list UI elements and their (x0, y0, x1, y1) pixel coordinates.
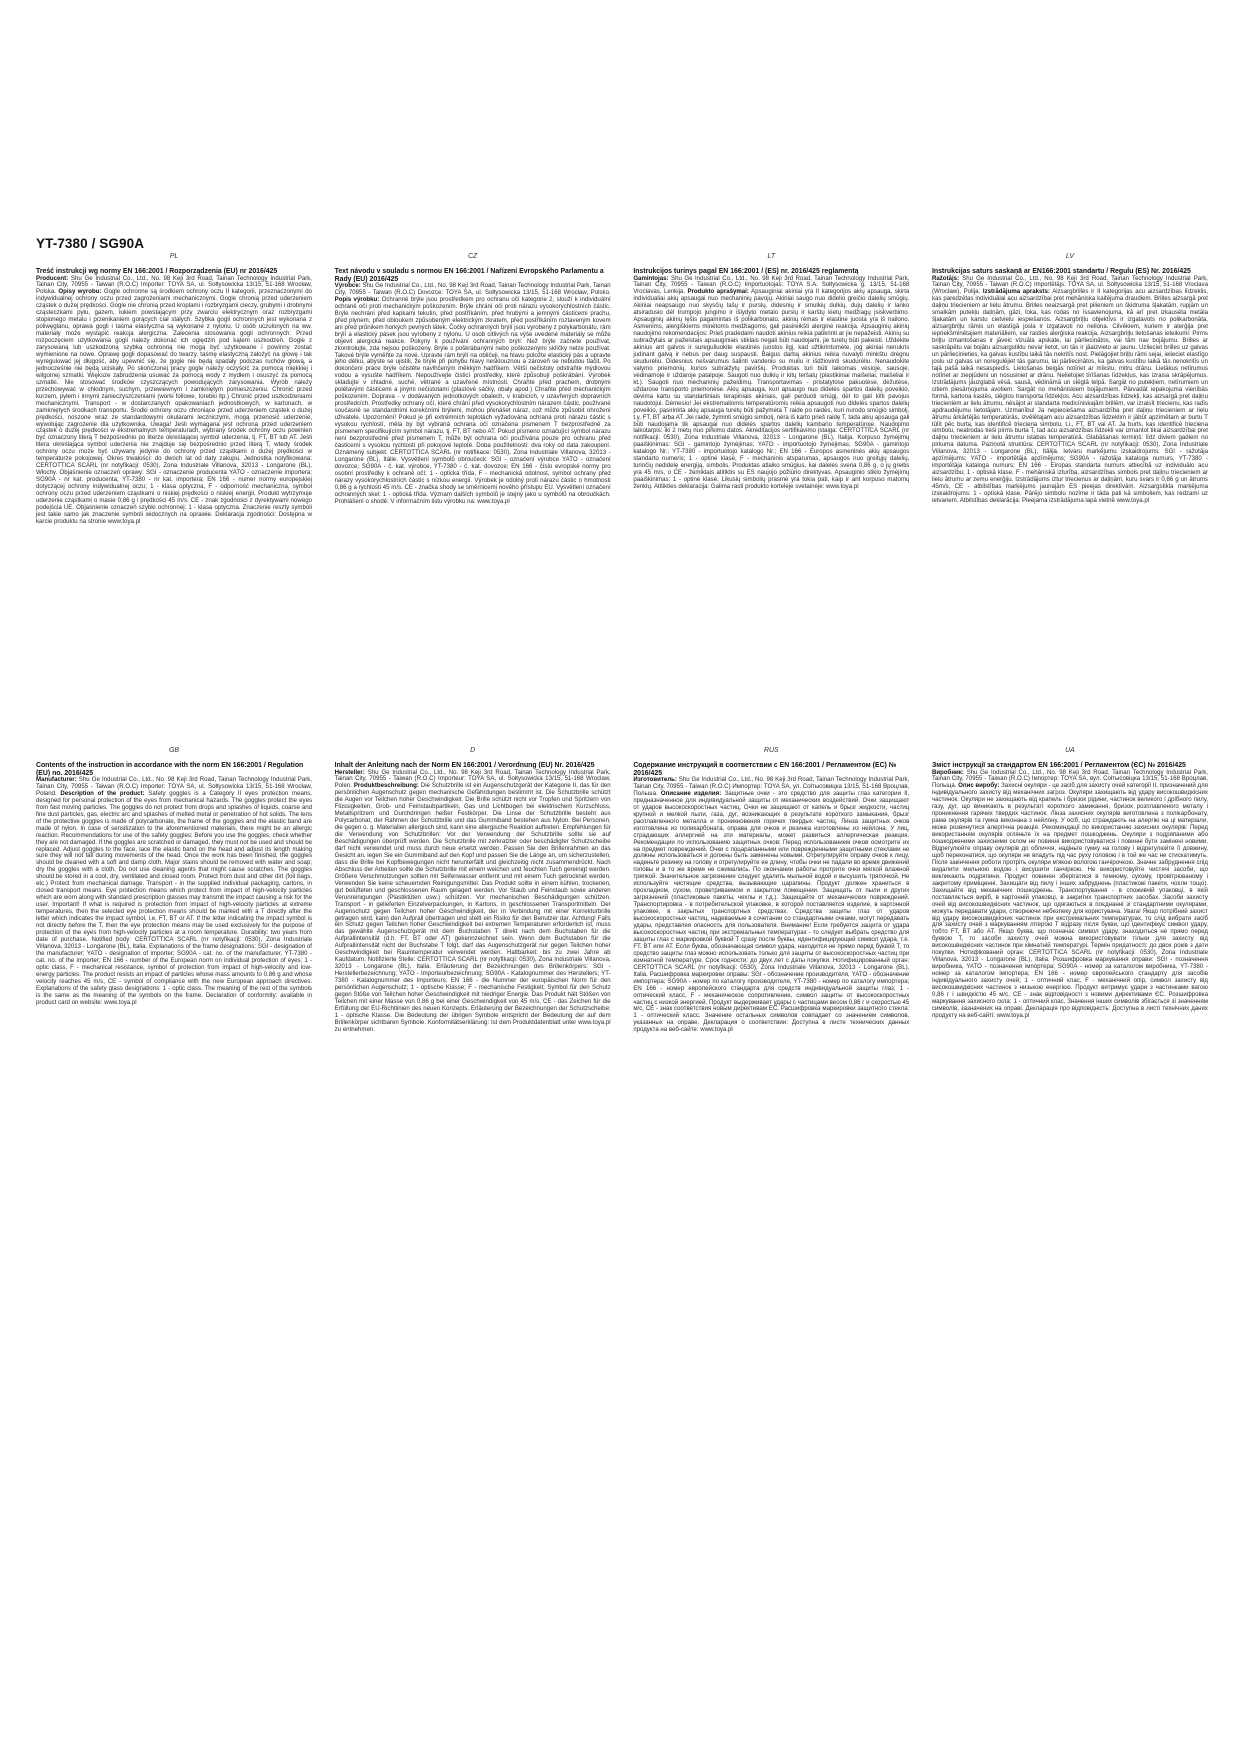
section-rus (633, 746, 909, 1034)
section-body (335, 283, 611, 506)
section-body (335, 770, 611, 1034)
language-code: GB (168, 747, 180, 754)
description-text: Ochranné brýle jsou prostředkem pro ochranu očí kategorie 2, slouží k individuální ochraně očí proti mechanickým poškozením. Brýle chrání oči proti nárazu vysokorychlostních částic. Brýle nechrání před kapkami tekutin, před postříkáním, před hrubými a jemnými částicemi prachu, před plynem, před obloukem způsobeným elektrickým zkratem, před postříkáním roztaveným kovem ani před průnikem horkých pevných látek. Čočky ochranných brýlí jsou vyrobeny z polykarbonátu, rám brýlí a elastický pásek jsou vyrobeny z nylonu. U osob citlivých na výše uvedené materiály se může objevit alergická reakce. Pokyny k používání ochranných brýlí: Než brýle začnete používat, zkontrolujte, zda nejsou poškozeny. Brýle s poškrábanými nebo poškozenými sklíčky nelze používat. Takové brýle vyměňte za nové. Upravte rám brýlí na obličeji, na hlavu položte elastický pás a upravte jeho délku, abyste se ujistili, že brýle při pohybu hlavy nesklouznou a zároveň se nebudou tlačit. Po dokončení práce brýle očistěte navlhčeným měkkým hadříkem. Větší nečistoty odstraňte mýdlovou vodou a vysušte hadříkem. Nepoužívejte čisticí prostředky, které způsobují poškrábání. Výrobek skladujte v chladné, suché, větrané a uzavřené místnosti. Chraňte před prachem, drobnými polétavými částicemi a jinými nečistotami (plastové sáčky, obaly apod.) Chraňte před mechanickým poškozením. Doprava - v dodávaných jednotkových obalech, v krabicích, v uzavřených dopravních prostředcích. Prostředky ochrany očí, které chrání před vysokorychlostním nárazem částic, používané současně se standardními korekčními brýlemi, mohou přenášet náraz, což může způsobit ohrožení uživatele. Upozornění! Pokud je při extrémních teplotách vyžadována ochrana proti nárazu částic s vysokou rychlostí, měla by být vybraná ochrana očí označena písmenem T bezprostředně za písmenem specifikujícím symbol nárazu, tj. FT, BT nebo AT. Pokud písmeno označující symbol nárazu není bezprostředně před písmenem T, může být ochrana očí používána pouze pro ochranu před částicemi s vysokou rychlostí při pokojové teplotě. Doba použitelnosti: dva roky od data zakoupení. Oznámený subjekt: CERTOTTICA SCARL (nr notifikace: 0530), Zona Industriale Villanova, 32013 - Longarone (BL), Itálie. Vysvětlení symbolů obroučeck: SGI - označení výrobce YATO - označení dovozce; SG90A - č. kat. výrobce, YT-7380 - č. kat. dovozce; EN 166 - číslo evropské normy pro osobní prostředky k ochraně očí; 1 - optická třída, F - mechanická odolnost, symbol ochrany před nárazy vysokorychlostních částic s nízkou energií. Výrobek je odolný proti nárazu částic o hmotnosti 0,86 g a rychlosti 45 m/s. CE - značka shody se směrnicemi nového přístupu EU. Vysvětlení označení ochranných skel: 1 - optická třída. Význam dalších symbolů je stejný jako u symbolů na obroučkách. Prohlášení o shodě: V informačním listu výrobku na: www.toya.pl (334, 295, 611, 505)
bottom-row (36, 746, 1208, 1034)
document-title: YT-7380 / SG90A (36, 236, 145, 251)
description-label: Produkto aprašymai: (687, 288, 749, 296)
language-code: LT (767, 253, 776, 260)
section-body (633, 276, 909, 492)
description-label: Description of the product: (60, 789, 145, 797)
language-code: RUS (763, 747, 779, 754)
producer-label: Hersteller: (334, 768, 365, 776)
section-body (932, 276, 1208, 505)
producer-text: Shu Ge Industrial Co., Ltd., No. 98 Keji 3rd Road, Tainan Technology Industrial Park, Tainan City, 70955 - Taiwan (R.O.C) Importuotojas: TOYA S.A. Sołtysowicka g. 13/15, 51-168 Vroclavas, Lenkija. (633, 274, 910, 296)
description-text: Gogle ochronne są środkiem ochrony oczu II kategorii, przeznaczonymi do indywidualnej ochrony oczu przed zagrożeniami mechanicznymi. Gogle chronią przed uderzeniem cząstek o dużej prędkości. Gogle nie chronią przed kroplami i rozbryzgami cieczy, grubymi i drobnymi cząsteczkami pyłu, gazem, łukiem powstającym przy zwarciu elektrycznym oraz rozbryzgami stopionego metalu i przenikaniem gorących ciał stałych. Szybka gogli ochronnych jest wykonana z poliwęglanu, oprawa gogli i taśma elastyczna są wykonane z nylonu. U osób uczulonych na ww. materiały może wystąpić reakcja alergiczna. Zalecenia stosowania gogli ochronnych: Przed rozpoczęciem użytkowania gogli należy dokonać ich oględzin pod kątem uszkodzeń. Gogle z zarysowaną lub uszkodzoną szybką ochronną nie mogą być użytkowane i powinny zostać wymienione na nowe. Oprawę gogli dopasować do twarzy, taśmę elastyczną założyć na głowę i tak wyregulować jej długość, aby upewnić się, że gogle nie będą spadały podczas ruchów głową, a jednocześnie nie będą uciskały. Po skończonej pracy gogle należy oczyścić za pomocą miękkiej i wilgotnej szmatki. Większe zabrudzenia usuwać za pomocą wody z mydłem i osuszyć za pomocą szmatki. Nie stosować środków czyszczących powodujących zarysowania. Wyrób należy przechowywać w chłodnym, suchym, przewiewnym i zamkniętym pomieszczeniu. Chronić przed kurzem, pyłem i innymi zanieczyszczeniami (worki foliowe, torebki itp.) Chronić przed uszkodzeniami mechanicznymi. Transport - w dostarczanych opakowaniach jednostkowych, w kartonach, w zamkniętych środkach transportu. Środki ochrony oczu chroniące przed uderzeniem cząstek o dużej prędkości, noszone wraz ze standardowymi okularami leczniczymi, mogą przenosić uderzenie, wywołując zagrożenie dla użytkownika. Uwaga! Jeśli wymagana jest ochrona przed uderzeniem cząstek o dużej prędkości w ekstremalnych temperaturach, wybrany środek ochrony oczu powinien być oznaczony literą T bezpośrednio po literze określającej symbol uderzenia, tj. FT, BT lub AT. Jeśli litera określająca symbol uderzenia nie znajduje się bezpośrednio przed literą T, wtedy środek ochrony oczu może być używany jedynie do ochrony przed cząstkami o dużej prędkości w temperaturze pokojowej. Okres trwałości: do dwóch lat od daty zakupu. Jednostka notyfikowana: CERTOTTICA SCARL (nr notyfikacji: 0530), Zona Industriale Villanova, 32013 - Longarone (BL), Włochy. Objaśnienie oznaczeń oprawy: SGI - oznaczenie producenta YATO - oznaczenie importera; SG90A - nr kat. producenta, YT-7380 - nr kat. importera; EN 166 - numer normy europejskiej dotyczącej ochrony indywidualnej oczu; 1 - klasa optyczna, F - odporność mechaniczna, symbol ochrony oczu przed uderzeniem cząstkami o niskiej prędkości o niskiej energii. Produkt wytrzymuje uderzenie cząstkami o masie 0,86 g i prędkości 45 m/s. CE - znak zgodności z dyrektywami nowego podejścia UE. Objaśnienie oznaczeń szybki ochronnej: 1 - klasa optyczna. Znaczenie reszty symboli jest takie samo jak znaczenie symboli widocznych na oprawie. Deklaracja zgodności: Dostępna w karcie produktu na stronie www.toya.pl (36, 288, 312, 525)
language-code: PL (169, 253, 179, 260)
section-body (36, 276, 312, 526)
description-label: Opisy wyrobu: (58, 288, 102, 296)
section-title: Text návodu v souladu s normou EN 166:2001 / Nařízení Evropského Parlamentu a Rady (EU) 2016/425 (334, 268, 604, 283)
section-d (335, 746, 611, 1034)
description-label: Описание изделия: (660, 789, 722, 797)
producer-label: Виробник: (931, 768, 964, 776)
section-title: Contents of the instruction in accordance with the norm EN 166:2001 / Regulation (EU) no. 2016/425 (36, 762, 304, 777)
description-text: Apsauginiai akiniai yra II kategorijos akių apsauga, skirta individualiai akių apsaugai nuo mechaninių pavojų. Akiniai saugo nuo didelio greičio dalelių smūgių. Akiniai neapsaugo nuo skysčių lašų ir purslų, didesnių ir smulkių dulkių, dujų dalelių ir lanko atsiradusio dėl trumpojo jungimo ir išlydyto metalo purslų ir karštų kietų medžiagų įsiskverbimo. Apsauginių akinių lęšis pagamintas iš polikarbonato, akinių rėmas ir elastinė juosta yra iš nailono. Asmenims, alergiškiems minėtoms medžiagoms, gali pasireikšti alerginė reakcija. Apsauginių akinių naudojimo rekomendacijos: Prieš pradėdami naudoti akinius reikia patikrinti ar jie nepažeisti. Akinių su subraižytais ar pažeistais apsauginiais stiklais negali būti naudojami, jie turėtų būti pakeisti. Uždėkite akinius ant galvos ir sureguliuokite elastinės juostos ilgį, kad užtikrintumėte, jog akiniai nenukris judinant galvą ir nebus per daug suspausti. Baigus darbą akinius reikia nuvalyti minkštu drėgnu skudurėliu. Didesnius nešvarumus šalinti vandeniu su muilu ir išdžiovinti skudurėliu. Nenaudokite valymo priemonių, kurios subraižytų paviršių. Produktas turi būti laikomas vėsioje, sausoje, vėdinamoje ir uždaroje patalpoje. Saugoti nuo dulkių ir kitų teršalų (plastikiniai maišeliai, maišeliai ir kt.). Saugoti nuo mechaninių pažeidimų. Transportavimas - pristatytose pakuotėse, dėžutėse, uždarose transporto priemonėse. Akių apsauga, kuri apsaugo nuo didelės spartos dalelių poveikio, dėvima kartu su standartiniais terapiniais akiniais, gali perduoti smūgį, dėl to gali kilti pavojus naudotojui. Dėmesio! Jei ekstremaliomis temperatūromis reikia apsaugoti nuo didelės spartos dalelių poveikio, pasirinkta akių apsauga turėtų būti pažymėta T raide po raidės, kuri nurodo smūgio simbolį, t.y. FT, BT arba AT. Jei raidė, žyminti smūgio simbolį, nėra iš karto prieš raidę T, tada akių apsauga gali būti naudojama tik apsaugai nuo didelės spartos dalelių kambario temperatūroje. Naudojimo laikotarpis: iki 2 metų nuo pirkimo datos. Akreditacijos sertifikavimo įstaiga: CERTOTTICA SCARL (nr notifikacji: 0530), Zona Industriale Villanova, 32013 - Longarone (BL), Italija. Korpuso žymėjimų paaiškinimas: SGI - gamintojo žymėjimas; YATO - importuotojo žymėjimas; SG90A - gamintojo katalogo Nr.; YT-7380 - importuotojo katalogo Nr.; EN 166 - Europos asmeninės akių apsaugos standarto numeris; 1 - optinė klasė, F - mechaninis atsparumas, apsaugos nuo greitųjų dalelių, turinčių nedidelę energiją, simbolis. Produktas atlaiko smūgius, kai dalelės sveria 0,86 g, o jų greitis yra 45 m/s, o CE - žemiklais atitiktis su ES naujojo požiūrio direktyvas. Apsauginio stiklo žymėjimų paaiškinimas: 1 - optinė klasė. Likusių simbolių prasmė yra tokia pati, kaip ir ant korpuso matomų ženklų. Atitikties deklaracija: Galima rasti produkto kortelėje svetainėje: www.toya.pl (633, 288, 910, 491)
language-code: UA (1065, 747, 1075, 754)
section-title: Содержание инструкций в соответствии с EN 166:2001 / Регламентом (ЕС) № 2016/425 (633, 762, 897, 777)
description-label: Produktbeschreibung: (353, 782, 419, 790)
section-title: Treść instrukcji wg normy EN 166:2001 / Rozporządzenia (EU) nr 2016/425 (36, 268, 278, 275)
producer-text: Shu Ge Industrial Co., Ltd., No. 98 Keji 3rd Road, Tainan Technology Industrial Park, Tainan City, 70955 - Taiwan (R.O.C) Importer: TOYA SA, ul. Sołtysowicka 13/15, 51-168 Wrocław, Poland. (36, 776, 312, 797)
description-text: Aizsargbrilles ir II kategorijas acu aizsardzības līdzeklis, kas paredzētas individuālai acu aizsardzībai pret mehāniska kaitējuma draudiem. Brilles aizsargā pret daļiņu triecieniem ar lielu ātrumu. Brilles neaizsargā pret pilieniem un šķidruma šļakatām, rupjām un smalkām putekļu daļiņām, gāzi, loka, kas rodas no īssavienojuma, kā arī pret izkausēta metāla šļakatām un karstu cietvielu iespiešanos. Aizsargbriļļu objektīvs ir izgatavots no polikarbonāta, aizsargbriļļu rāmis un elastīgā josla ir izgatavoti no neilona. Cilvēkiem, kuriem ir alerģija pret iepriekšminētajiem materiāliem, var rasties alerģiska reakcija. Aizsargbriļļu lietošanas ieteikumi: Pirms briļļu izmantošanas ir jāveic vizuāla apskate, lai pārliecinātos, vai tām nav bojājumu. Brilles ar saskrāpētu vai bojātu aizsargstiklu nevar lietot, un tās ir jāaizvieto ar jaunu. Uzlieciet brilles uz galvas un pārliecinieties, ka galvas kustību laikā tās nekritīs nost. Pielāgojiet briļļu rāmi sejai, ielieciet elastīgo joslu uz galvas un noregulējiet tās garumu, lai pārliecinātos, ka galvas kustību laikā tās nenokritīs un tajā pašā laikā nesaspiedīs. Lietošanas beigās notīriet ar mīkstu, mitru drānu. Lielākus netīrumus notīriet ar ziepjūdeni un nosusiniet ar drānu. Nelietojiet tīrīšanas līdzekļus, kas izraisa skrāpējumus. Izstrādājums jāuzglabā vēsā, sausā, vēdināmā un slēgtā telpā. Sargāt no putekļiem, netīrumiem un citiem piesārņojuma avotiem. Sargāt no mehāniskiem bojājumiem. Pārvadāt iepakojuma vienībās formā, kartona kastēs, slēgtos transporta līdzekļos. Acu aizsardzības līdzekļi, kas aizsargā pret daļiņu triecieniem ar lielu ātrumu, nēsājot ar standarta medicīniskajām brillēm, var izraisīt triecienu, kas radīs apdraudējumu lietotājam. Uzmanību! Ja nepieciešama aizsardzība pret daļiņu triecieniem ar lielu ātrumu ārkārtējās temperatūrās, izvēlētajam acu aizsardzības līdzeklim ir jābūt apzīmētam ar burtu T tūlīt pēc burta, kas identificē trieciena simbolu, t.i., FT, BT vai AT. Ja burts, kas identificē trieciena simbolu, neatrodas tieši pirms burta T, tad acu aizsardzības līdzekli var izmantot tikai aizsardzībai pret daļiņu triecieniem ar lielu ātrumu istabas temperatūrā. Glabāšanas termiņš: līdz diviem gadiem no pirkuma datuma. Paziņotā struktūra: CERTOTTICA SCARL (nr notyfikacji: 0530), Zona Industriale Villanova, 32013 - Longarone (BL), Itālija. Ietvaru marķējumu izskaidrojums: SGI - ražotāja apzīmējums; YATO - importētāja apzīmējums; SG90A - ražotāja kataloga numurs, YT-7380 - importētāja kataloga numurs; EN 166 - Eiropas standarta numurs attiecībā uz individuālo acu aizsardzību; 1 - optiskā klase, F - mehāniskā izturība, aizsardzības simbols pret daļiņu triecieniem ar lielu ātrumu ar zemu enerģiju. Izstrādājums iztur triecienus ar daļiņām, kuru svars ir 0,86 g un ātrums 45m/s, CE - atbilstības marķējums jaunajām ES pieejas direktīvām. Aizsargstikla marķējuma izskaidrojums: 1 - optiskā klase. Pārējo simbolu nozīme ir tāda pati kā simboliem, kas redzami uz ietvariem. Atbilstības deklarācija: Pieejama izstrādājuma lapā vietnē www.toya.pl (931, 288, 1208, 504)
section-title: Instrukcijos turinys pagal EN 166:2001 / (ES) nr. 2016/425 reglamentą (633, 268, 859, 275)
section-cz (335, 252, 611, 526)
section-body (36, 777, 312, 1006)
producer-label: Producent: (36, 274, 69, 282)
description-label: Izstrādājuma apraksts: (982, 288, 1050, 296)
producer-label: Výrobce: (334, 282, 361, 289)
producer-text: Shu Ge Industrial Co., Ltd., No. 98 Keji 3rd Road, Tainan Technology Industrial Park, Tainan City, 70955 - Taiwan (R.O.C) Імпортер: TOYA SA, вул. Сołтысовіцка 13/15, 51-168 Вроцлав, Польща. (931, 768, 1208, 790)
description-label: Popis výrobku: (334, 295, 380, 303)
producer-text: Shu Ge Industrial Co., Ltd., No. 98 Keji 3rd Road, Tainan Technology Industrial Park, Tainan City, 70955 - Taiwan (R.O.C) Importētājs: TOYA SA, ul. Sołtysowicka 13/15, 51-168 Vroclava (Wrocław), Polija. (931, 274, 1208, 296)
description-text: Захисні окуляри - це засіб для захисту очей категорії II, призначений для індивідуального захисту від механічних загроз. Окуляри захищають від удару високошвидкісних частинок. Окуляри не захищають від крапель і бризок рідини, частинок великого і дрібного пилу, газу, дуг, що виникають в результаті короткого замикання, бризок розплавленого металу і проникнення гарячих твердих частинок. Лінза захисних окулярів виготовлена з полікарбонату, рама окулярів та гумка виконана з нейлону. У осіб, що страждають на алергію на ці матеріали, може розвинутися алергічна реакція. Рекомендації по використанню захисних окулярів: Перед використанням окулярів огляньте їх на предмет пошкоджень. Окуляри з подряпаними або пошкодженими захисними склом не повинні використовуватися і повинні бути замінені новими. Відрегулюйте оправу окулярів до обличчя, надіньте гумку на голову і відрегулюйте її довжину, щоб переконатися, що окуляри не впадуть під час руху головою і в той же час не стискатимуть. Після закінчення роботи протріть окуляри м'якою вологою ганчірочкою. Значне забруднення слід видалити мильною водою і висушити ганчіркою. Не використовуйте чистячі засоби, що викликають подряпини. Продукт повинен зберігатися в темному, сухому, провітрюваному і закритому приміщенні. Захищати від пилу і інших забруднень (пластикові пакети, чохли тощо). Захищайте від механічних пошкоджень. Транспортування - в споживчій упаковці, в якій поставляється виріб, в картонній упаковці, в закритих транспортних засобах. Засоби захисту очей від високошвидкісних частинок, що одягаються в поєднанні зі стандартними окулярами, можуть передавати удари, створюючи небезпеку для користувача. Увага! Якщо потрібний захист від удару високошвидкісних частинок при екстремальних температурах, то слід вибрати засіб для захисту очей з маркуванням літерою T відразу після букви, що ідентифікує символ удару, тобто FT, BT або AT. Якщо буква, що позначає символ удару, знаходиться не прямо перед буквою T, то засоби захисту очей можна використовувати тільки для захисту від високошвидкісних частинок при кімнатній температурі. Термін придатності: до двох років з дати покупки. Нотифікований орган: CERTOTTICA SCARL (nr notyfikacji: 0530), Zona Industriale Villanova, 32013 - Longarone (BL), Italia. Розшифровка маркування оправи: SGI - позначення виробника, YATO - позначення імпортера; SG90A - номер за каталогом виробника, YT-7380 - номер за каталогом імпортера; EN 166 - номер європейського стандарту для засобів індивідуального захисту очей; 1 - оптичний клас, F - механічний опір, символ захисту від високошвидкісних частинок з низькою енергією. Продукт витримує удари з частинками вагою 0,86 г і швидкістю 45 м/с, CE - знак відповідності з новими директивами ЄС. Розшифровка маркування захисного скла: 1 - оптичний клас. Значення інших символів збігається зі значенням символів, зазначених на оправі. Декларація про відповідність: Доступна в листі технічних даних продукту на веб-сайті: www.toya.pl (931, 782, 1208, 1019)
language-code: LV (1065, 253, 1075, 260)
section-ua (932, 746, 1208, 1034)
description-text: Die Schutzbrille ist ein Augenschutzgerät der Kategorie II, das für den persönlichen Augenschutz gegen mechanische Gefährdungen bestimmt ist. Die Schutzbrille schützt die Augen vor Teilchen hoher Geschwindigkeit. Die Brille schützt nicht vor Tropfen und Spritzern von Flüssigkeiten, Grob- und Feinstaubpartikeln, Gas und Lichtbogen bei elektrischem Kurzschluss, Metallspritzern und Durchdringen heißer Festkörper. Die Linse der Schutzbrille besteht aus Polycarbonat, der Rahmen der Schutzbrille und das Gummiband bestehen aus Nylon. Bei Personen, die gegen o. g. Materialien allergisch sind, kann eine allergische Reaktion auftreten. Empfehlungen für die Verwendung von Schutzbrillen: Vor der Verwendung der Schutzbrille sollte sie auf Beschädigungen überprüft werden. Die Schutzbrille mit zerkratzter oder beschädigter Schutzscheibe darf nicht verwendet und muss durch neue ersetzt werden. Passen Sie den Brillenrahmen an das Gesicht an, legen Sie ein Gummiband auf den Kopf und passen Sie die Länge an, um sicherzustellen, dass die Brille bei Kopfbewegungen nicht herunterfällt und gleichzeitig nicht zusammendrückt. Nach Abschluss der Arbeiten sollte die Schutzbrille mit einem weichen und feuchten Tuch gereinigt werden. Größere Verschmutzungen sollten mit Seifenwasser entfernt und mit einem Tuch getrocknet werden. Verwenden Sie keine scheuernden Reinigungsmittel. Das Produkt sollte in einem kühlen, trockenen, gut belüfteten und geschlossenen Raum gelagert werden. Vor Staub und Feinstaub sowie anderen Verunreinigungen (Plastiktüten usw.) schützen. Vor mechanischen Beschädigungen schützen. Transport - in gelieferten Einzelverpackungen, in Kartons, in geschlossenen Transportmitteln. Der Augenschutz gegen Teilchen hoher Geschwindigkeit, der in Verbindung mit einer Korrekturbrille getragen wird, kann den Aufprall übertragen und stellt ein Risiko für den Benutzer dar. Achtung! Falls ein Schutz gegen Teilchen hoher Geschwindigkeit bei extremen Temperaturen erforderlich ist, muss das gewählte Augenschutzgerät mit dem Buchstaben T direkt nach dem Buchstaben für die Aufprallintensität (d.h. FT, BT oder AT) gekennzeichnet sein. Wenn dem Buchstaben für die Aufprallintensität nicht der Buchstabe T folgt, darf das Augenschutzgerät nur gegen Teilchen hoher Geschwindigkeit bei Raumtemperatur verwendet werden. Haltbarkeit: bis zu zwei Jahre ab Kaufdatum. Notifizierte Stelle: CERTOTTICA SCARL (nr notyfikacji: 0530), Zona Industriale Villanova, 32013 - Longarone (BL), Italia. Erläuterung der Bezeichnungen des Brillenkörpers: SGI - Herstellerbezeichnung; YATO - Importeurbezeichnung; SG90A - Katalognummer des Herstellers; YT-7380 - Katalognummer des Importeurs; EN 166 - die Nummer der europäischen Norm für den persönlichen Augenschutz; 1 - optische Klasse; F - mechanische Festigkeit; Symbol für den Schutz gegen Stöße von Teilchen hoher Geschwindigkeit mit niedriger Energie. Das Produkt hält Stößen von Teilchen mit einer Masse von 0,86 g bei einer Geschwindigkeit von 45 m/s, CE - das Zeichen für die Erfüllung der EU-Richtlinien des neuen Konzepts. Erläuterung der Bezeichnungen der Schutzscheibe: 1 - optische Klasse. Die Bedeutung der übrigen Symbole entspricht der Bedeutung der auf dem Brillenkörper sichtbaren Symbole. Konformitätserklärung: Ist dem Produktdatenblatt unter www.toya.pl zu entnehmen. (334, 782, 611, 1033)
producer-label: Gamintojas: (633, 274, 669, 282)
producer-label: Ražotājs: (931, 274, 960, 282)
producer-text: Shu Ge Industrial Co., Ltd., No. 98 Keji 3rd Road, Tainan Technology Industrial Park, Tainan City, 70955 - Taiwan (R.O.C) Importer: TOYA SA, ul. Sołtysowicka 13/15, 51-168 Wrocław, Polska. (36, 274, 312, 296)
section-body (932, 770, 1208, 1020)
section-title: Instrukcijas saturs saskaņā ar EN166:2001 standartu / Regulu (ES) Nr. 2016/425 (931, 268, 1191, 275)
producer-text: Shu Ge Industrial Co., Ltd., No. 98 Keji 3rd Road, Tainan Technology Industrial Park, Tainan City, 70955 - Taiwan (R.O.C) Импортер: TOYA SA, ул. Сołтысовицка 13/15, 51-168 Вроцлав, Польша. (633, 776, 910, 797)
producer-text: Shu Ge Industrial Co., Ltd., No. 98 Keji 3rd Road, Tainan Technology Industrial Park, Tainan City, 70955 - Taiwan (R.O.C) Dovozce: TOYA SA, ul. Sołtysowicka 13/15, 51-168 Wrocław, Polsko. (334, 282, 611, 296)
section-pl (36, 252, 312, 526)
description-label: Опис виробу: (958, 782, 1000, 790)
description-text: Защитные очки - это средство для защиты глаз категории II, предназначенное для индивидуальной защиты от механических воздействий. Очки защищают от ударов высокоскоростных частиц. Очки не защищают от капель и брызг жидкости, частиц крупной и мелкой пыли, газа, дуг, возникающих в результате короткого замыкания, брызг расплавленного металла и проникновения горячих твердых частиц. Линза защитных очков изготовлена из поликарбоната, оправа для очков и резинка изготовлены из нейлона. У лиц, страдающих аллергией на эти материалы, может развиться аллергическая реакция. Рекомендации по использованию защитных очков: Перед использованием очков осмотрите их на предмет повреждений. Очки с поцарапанными или поврежденными защитными стеклами не должны использоваться и должны быть заменены новыми. Отрегулируйте оправу очков к лицу, наденьте резинку на голову и отрегулируйте ее длину, чтобы очки не падали во время движений головы и в то же время не сжимались. По окончании работы протрите очки мягкой влажной тряпкой. Значительное загрязнение следует удалить мыльной водой и высушить тряпочкой. Не используйте чистящие средства, вызывающие царапины. Продукт должен храниться в прохладном, сухом, проветриваемом и закрытом помещении. Защищать от пыли и других загрязнений (пластиковые пакеты, чехлы и т.д.). Защищайте от механических повреждений. Транспортировка - в потребительской упаковке, в которой поставляется изделие, в картонной упаковке, в закрытых транспортных средствах. Средства защиты глаз от ударов высокоскоростных частиц, надеваемые в сочетании со стандартными очками, могут передавать удары, представляя опасность для пользователя. Внимание! Если требуется защита от удара высокоскоростных частиц при экстремальных температурах - то следует выбрать средство для защиты глаз с маркировкой буквой T сразу после буквы, идентифицирующей символ удара, т.е. FT, BT или AT. Если буква, обозначающая символ удара, находится не прямо перед буквой T, то средство защиты глаз можно использовать только для защиты от высокоскоростных частиц при комнатной температуре. Срок годности: до двух лет с даты покупки. Нотифицированный орган: CERTOTTICA SCARL (nr notyfikacji: 0530), Zona Industriale Villanova, 32013 - Longarone (BL), Italia. Расшифровка маркировки оправы: SGI - обозначение производителя, YATO - обозначение импортера; SG90A - номер по каталогу производителя, YT-7380 - номер по каталогу импортера; EN 166 - номер европейского стандарта для средств индивидуальной защиты глаз; 1 - оптический класс, F - механическое сопротивление, символ защиты от высокоскоростных частиц с низкой энергией. Продукт выдерживает удары с частицами весом 0,86 г и скоростью 45 м/с, CE - знак соответствия новым директивам ЕС. Расшифровка маркировки защитного стекла: 1 - оптический класс. Значение остальных символов совпадает со значением символов, указанных на оправе. Декларация о соответствии: Доступна в листе технических данных продукта на веб-сайте: www.toya.pl (633, 789, 910, 1034)
producer-label: Manufacturer: (36, 776, 77, 783)
section-title: Inhalt der Anleitung nach der Norm EN 166:2001 / Verordnung (EU) Nr. 2016/425 (334, 762, 595, 769)
top-row (36, 252, 1208, 526)
section-title: Зміст інструкції за стандартом EN 166:2001 / Регламентом (ЄС) № 2016/425 (931, 762, 1186, 769)
language-code: CZ (467, 253, 478, 260)
section-gb (36, 746, 312, 1034)
producer-text: Shu Ge Industrial Co., Ltd., No. 98 Keji 3rd Road, Tainan Technology Industrial Park, Tainan City, 70955 - Taiwan (R.O.C) Importeur: TOYA SA, ul. Sołtysowicka 13/15, 51-168 Wrocław, Polen. (334, 768, 611, 790)
description-text: Safety goggles is a Category II eyes protection means, designed for personal protection of the eyes from mechanical hazards. The goggles protect the eyes from fast moving particles. The goggles do not protect from drops and splashes of liquids, coarse and fine dust particles, gas, electric arc and splashes of melted metal or penetration of hot solids. The lens of the protective goggles is made of polycarbonate, the frame of the goggles and the elastic band are made of nylon. In case of sensitization to the aforementioned materials, there might be an allergic reaction. Recommendations for use of the safety goggles: Before you use the goggles, check whether they are not damaged. If the goggles are scratched or damaged, they must not be used and should be replaced. Adjust goggles to the face, lace the elastic band on the head and adjust its length making sure they will not fall during movements of the head. Once the work has been finished, the goggles should be cleaned with a soft and damp cloth. Major stains should be removed with water and soap; dry the goggles with a cloth. Do not use cleaning agents that might cause scratches. The goggles should be stored in a cool, dry, ventilated and closed room. Protect from dust and other dirt (foil bags, etc.) Protect from mechanical damage. Transport - in the supplied individual packaging, cartons, in closed transport means. Eye protection means which protect from impact of high-velocity particles which are worn along with standard prescription glasses may transmit the impact causing a risk for the user. Important! If what is required is protection from impact of high-velocity particles at extreme temperatures, then the selected eye protection means should be marked with a T directly after the letter which indicates the impact symbol, i.e. FT, BT or AT. If the letter indicating the impact symbol is not directly before the T, then the eye protection means may be used exclusively for the purpose of protection of the eyes from high-velocity particles at a room temperature. Durability: two years from date of purchase. Notified body: CERTOTTICA SCARL (nr notyfikacji: 0530), Zona Industriale Villanova, 32013 - Longarone (BL), Italia. Explanations of the frame designations: SGI - designation of the manufacturer; YATO - designation of importer; SG90A - cat. no. of the manufacturer, YT-7380 - cat. no. of the importer; EN 166 - number of the European norm on individual protection of eyes; 1 - optic class, F - mechanical resistance, symbol of protection from impact of high-velocity and low-energy particles. The product resists an impact of particles whose mass amounts to 0.86 g and whose velocity reaches 45 m/s, CE - symbol of compliance with the new European approach directives. Explanations of the safety glass designations: 1 - optic class. The meaning of the rest of the symbols is the same as the meaning of the symbols on the frame. Declaration of conformity: available in product card on website: www.toya.pl (36, 789, 313, 1006)
producer-label: Изготовитель: (633, 776, 677, 783)
section-lv (932, 252, 1208, 526)
section-body (633, 777, 909, 1034)
language-code: D (470, 747, 476, 754)
section-lt (633, 252, 909, 526)
